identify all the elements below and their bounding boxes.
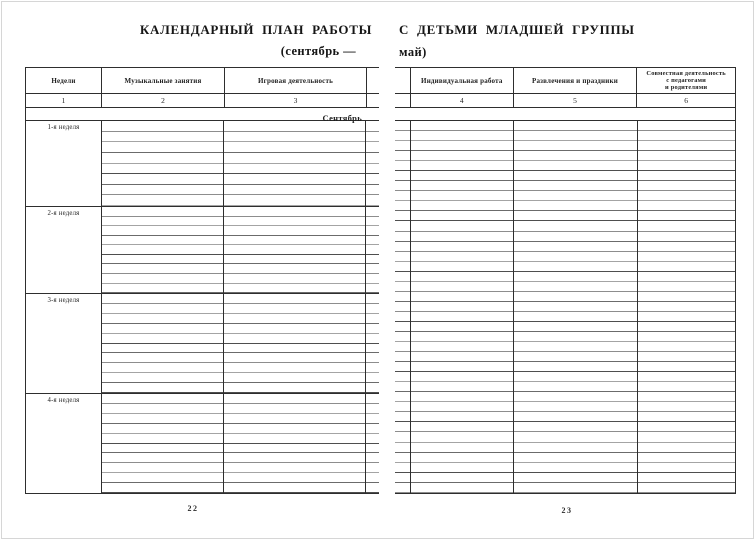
ruled-line (395, 322, 735, 332)
ruled-line (395, 201, 735, 211)
ruled-line (395, 262, 735, 272)
ruled-line (395, 443, 735, 453)
ruled-line (395, 151, 735, 161)
ruled-line (102, 294, 379, 304)
ruled-line (102, 164, 379, 175)
column-divider (637, 121, 638, 493)
right-table-body (395, 121, 735, 494)
ruled-line (102, 255, 379, 265)
week-label: 3-я неделя (26, 294, 102, 393)
ruled-line (395, 402, 735, 412)
column-number: 2 (102, 94, 225, 107)
week-label: 4-я неделя (26, 394, 102, 493)
month-band (26, 108, 379, 121)
ruled-line (102, 363, 379, 373)
ruled-line (395, 121, 735, 131)
ruled-line (102, 264, 379, 274)
ruled-line (102, 226, 379, 236)
ruled-line (395, 453, 735, 463)
ruled-line (102, 344, 379, 354)
ruled-line (395, 473, 735, 483)
ruled-line (395, 352, 735, 362)
ruled-line (102, 121, 379, 132)
header-cell-weeks: Недели (26, 68, 102, 93)
ruled-line (395, 131, 735, 141)
ruled-line (102, 383, 379, 393)
ruled-line (395, 372, 735, 382)
right-page-title: С ДЕТЬМИ МЛАДШЕЙ ГРУППЫ (399, 22, 635, 37)
ruled-line (395, 171, 735, 181)
ruled-line (102, 217, 379, 227)
ruled-line (395, 432, 735, 442)
ruled-line (102, 195, 379, 206)
ruled-line (395, 211, 735, 221)
gutter-bleed (395, 68, 410, 93)
ruled-line (395, 312, 735, 322)
ruled-line (102, 404, 379, 414)
ruled-line (102, 324, 379, 334)
ruled-line (395, 161, 735, 171)
ruled-line (395, 242, 735, 252)
column-divider (410, 121, 411, 493)
ruled-line (102, 373, 379, 383)
right-table-number-row (395, 94, 735, 108)
ruled-lines (102, 394, 379, 493)
header-cell-play-activity: Игровая деятельность (225, 68, 367, 93)
ruled-line (395, 272, 735, 282)
left-page-subtitle: (сентябрь — (280, 44, 356, 58)
ruled-line (102, 132, 379, 143)
ruled-line (395, 422, 735, 432)
gutter-bleed (367, 68, 379, 93)
ruled-line (102, 414, 379, 424)
column-divider (223, 207, 224, 293)
week-block (26, 121, 379, 207)
column-number: 6 (636, 94, 735, 107)
ruled-line (395, 141, 735, 151)
column-divider (365, 121, 366, 206)
week-block (26, 294, 379, 394)
ruled-line (395, 252, 735, 262)
ruled-line (102, 185, 379, 196)
header-cell-joint-activity-line: и родителями (665, 84, 708, 92)
ruled-line (102, 473, 379, 483)
ruled-line (102, 483, 379, 493)
page-number-right: 23 (561, 506, 573, 515)
ruled-line (395, 463, 735, 473)
right-page-subtitle: май) (399, 45, 427, 59)
right-table (395, 67, 736, 494)
ruled-line (395, 282, 735, 292)
ruled-line (395, 232, 735, 242)
column-divider (365, 294, 366, 393)
ruled-line (102, 463, 379, 473)
header-cell-joint-activity (636, 68, 735, 93)
ruled-line (102, 174, 379, 185)
ruled-line (102, 274, 379, 284)
column-number: 3 (225, 94, 367, 107)
column-divider (513, 121, 514, 493)
ruled-lines (102, 294, 379, 393)
left-table (25, 67, 379, 494)
ruled-line (395, 292, 735, 302)
header-cell-joint-activity-line: с педагогами (666, 76, 707, 84)
ruled-line (102, 453, 379, 463)
ruled-line (102, 284, 379, 294)
ruled-line (395, 483, 735, 493)
ruled-lines (102, 121, 379, 206)
ruled-line (395, 221, 735, 231)
week-block (26, 394, 379, 494)
ruled-line (102, 304, 379, 314)
header-cell-individual-work: Индивидуальная работа (410, 68, 513, 93)
ruled-line (102, 394, 379, 404)
week-block (26, 207, 379, 294)
column-number: 1 (26, 94, 102, 107)
ruled-line (102, 245, 379, 255)
column-divider (223, 294, 224, 393)
ruled-line (395, 362, 735, 372)
column-divider (223, 121, 224, 206)
ruled-line (102, 142, 379, 153)
ruled-line (102, 444, 379, 454)
column-divider (223, 394, 224, 493)
ruled-line (395, 181, 735, 191)
column-divider (365, 207, 366, 293)
ruled-line (395, 412, 735, 422)
gutter-bleed (367, 94, 379, 107)
ruled-line (102, 153, 379, 164)
ruled-line (395, 302, 735, 312)
column-number: 4 (410, 94, 513, 107)
header-cell-entertainment: Развлечения и праздники (513, 68, 637, 93)
page-number-left: 22 (187, 504, 199, 513)
column-number: 5 (513, 94, 637, 107)
left-table-number-row (26, 94, 379, 108)
week-label: 2-я неделя (26, 207, 102, 293)
blank-band (395, 108, 735, 121)
ruled-line (395, 342, 735, 352)
ruled-line (395, 332, 735, 342)
month-label: Сентябрь (322, 113, 362, 123)
right-table-header-row (395, 68, 735, 94)
week-label: 1-я неделя (26, 121, 102, 206)
ruled-line (102, 236, 379, 246)
ruled-line (395, 382, 735, 392)
ruled-lines (102, 207, 379, 293)
ruled-line (102, 334, 379, 344)
ruled-line (102, 424, 379, 434)
ruled-line (102, 353, 379, 363)
left-table-header-row (26, 68, 379, 94)
header-cell-music-lessons: Музыкальные занятия (102, 68, 225, 93)
ruled-line (395, 191, 735, 201)
left-table-body (26, 121, 379, 494)
header-cell-joint-activity-line: Совместная деятельность (646, 69, 726, 77)
left-page-title: КАЛЕНДАРНЫЙ ПЛАН РАБОТЫ (139, 22, 373, 37)
ruled-line (395, 392, 735, 402)
ruled-line (102, 207, 379, 217)
gutter-bleed (395, 94, 410, 107)
ruled-line (102, 434, 379, 444)
ruled-line (102, 314, 379, 324)
column-divider (365, 394, 366, 493)
